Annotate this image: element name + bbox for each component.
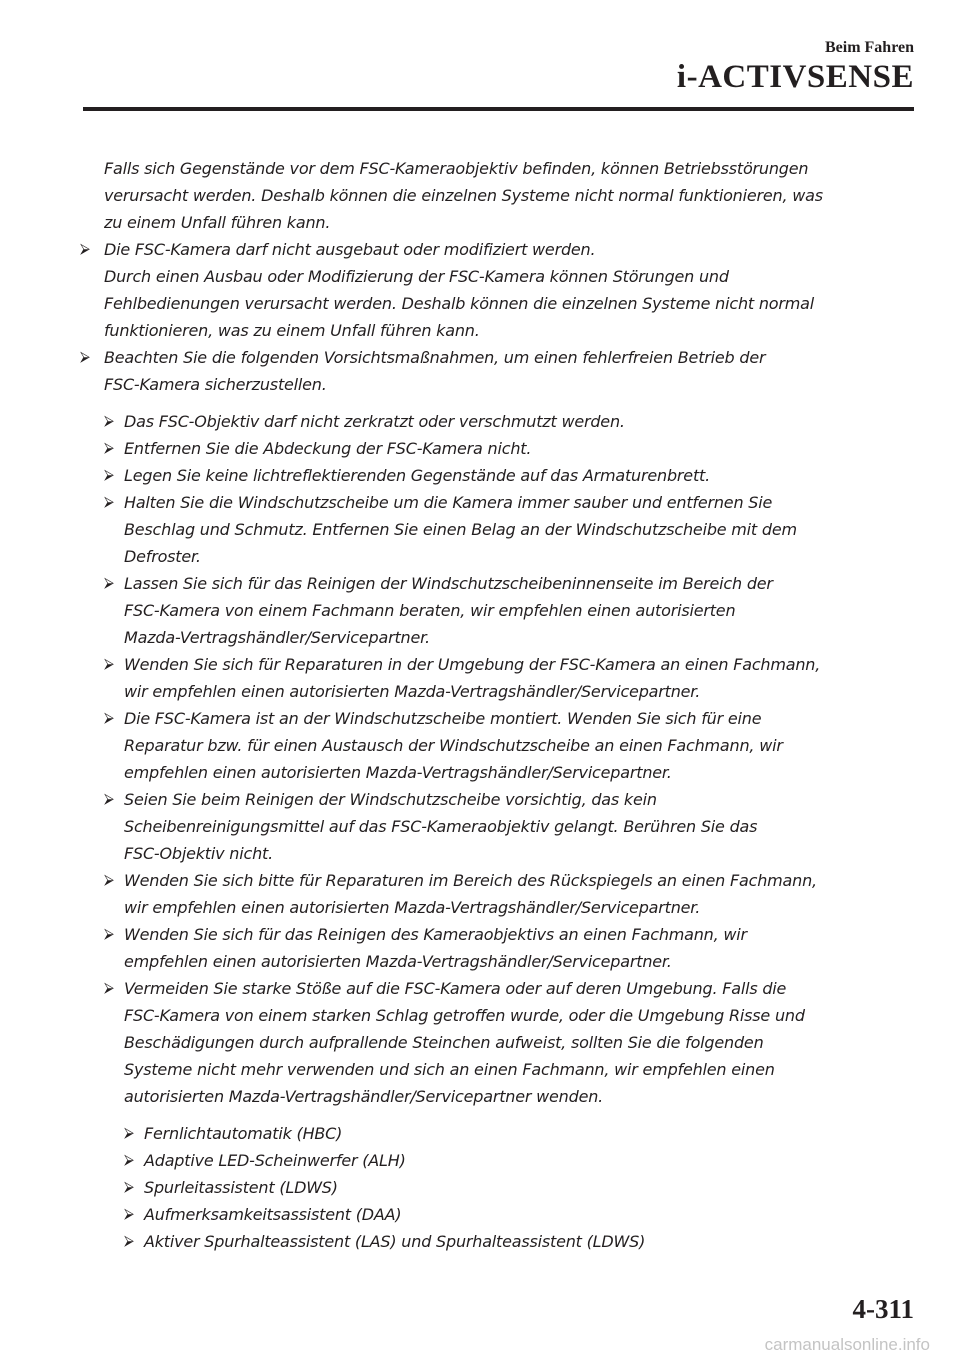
text-line: Aktiver Spurhalteassistent (LAS) und Spurhalteassistent (LDWS) [144, 1232, 646, 1251]
text-line: Die FSC-Kamera darf nicht ausgebaut oder modifiziert werden. [104, 240, 596, 259]
text-line: Seien Sie beim Reinigen der Windschutzscheibe vorsichtig, das kein [124, 790, 657, 809]
text-line: empfehlen einen autorisierten Mazda-Vertragshändler/Servicepartner. [124, 952, 672, 971]
arrow-bullet-icon: ⮚ [104, 926, 114, 942]
arrow-bullet-icon: ⮚ [124, 1152, 134, 1168]
intro-paragraph [76, 155, 916, 236]
text-line: FSC-Objektiv nicht. [124, 844, 273, 863]
text-line: Wenden Sie sich für Reparaturen in der Umgebung der FSC-Kamera an einen Fachmann, [124, 655, 821, 674]
text-line: verursacht werden. Deshalb können die einzelnen Systeme nicht normal funktionieren, was [104, 186, 823, 205]
text-line: Mazda-Vertragshändler/Servicepartner. [124, 628, 430, 647]
text-line: Fernlichtautomatik (HBC) [144, 1124, 343, 1143]
text-line: Fehlbedienungen verursacht werden. Deshalb können die einzelnen Systeme nicht normal [104, 294, 815, 313]
system-list-item [76, 1201, 916, 1228]
arrow-bullet-icon: ⮚ [104, 413, 114, 429]
text-line: Beschädigungen durch aufprallende Steinchen aufweist, sollten Sie die folgenden [124, 1033, 764, 1052]
text-line: Entfernen Sie die Abdeckung der FSC-Kamera nicht. [124, 439, 532, 458]
arrow-bullet-icon: ⮚ [104, 710, 114, 726]
arrow-bullet-icon: ⮚ [104, 440, 114, 456]
text-line: wir empfehlen einen autorisierten Mazda-Vertragshändler/Servicepartner. [124, 898, 701, 917]
text-line: Systeme nicht mehr verwenden und sich an einen Fachmann, wir empfehlen einen [124, 1060, 775, 1079]
text-line: Das FSC-Objektiv darf nicht zerkratzt oder verschmutzt werden. [124, 412, 625, 431]
text-line: Aufmerksamkeitsassistent (DAA) [144, 1205, 402, 1224]
text-line: Beschlag und Schmutz. Entfernen Sie einen Belag an der Windschutzscheibe mit dem [124, 520, 797, 539]
page-number: 4-311 [852, 1294, 914, 1324]
header-rule [83, 107, 914, 111]
text-line: Die FSC-Kamera ist an der Windschutzscheibe montiert. Wenden Sie sich für eine [124, 709, 762, 728]
arrow-bullet-icon: ⮚ [124, 1179, 134, 1195]
text-line: Falls sich Gegenstände vor dem FSC-Kameraobjektiv befinden, können Betriebsstörungen [104, 159, 809, 178]
text-line: empfehlen einen autorisierten Mazda-Vertragshändler/Servicepartner. [124, 763, 672, 782]
text-line: wir empfehlen einen autorisierten Mazda-Vertragshändler/Servicepartner. [124, 682, 701, 701]
text-line: Wenden Sie sich für das Reinigen des Kameraobjektivs an einen Fachmann, wir [124, 925, 747, 944]
text-line: Durch einen Ausbau oder Modifizierung der FSC-Kamera können Störungen und [104, 267, 729, 286]
arrow-bullet-icon: ⮚ [104, 575, 114, 591]
sub-list-item [76, 570, 916, 651]
text-line: Legen Sie keine lichtreflektierenden Gegenstände auf das Armaturenbrett. [124, 466, 710, 485]
text-line: Scheibenreinigungsmittel auf das FSC-Kameraobjektiv gelangt. Berühren Sie das [124, 817, 758, 836]
chapter-title: i-ACTIVSENSE [676, 59, 914, 95]
page-header [677, 38, 914, 96]
arrow-bullet-icon: ⮚ [80, 349, 90, 365]
text-line: funktionieren, was zu einem Unfall führen kann. [104, 321, 480, 340]
text-line: Adaptive LED-Scheinwerfer (ALH) [144, 1151, 406, 1170]
sub-list-item [76, 462, 916, 489]
sub-list-item [76, 786, 916, 867]
text-line: FSC-Kamera von einem starken Schlag getroffen wurde, oder die Umgebung Risse und [124, 1006, 805, 1025]
text-line: Reparatur bzw. für einen Austausch der Windschutzscheibe an einen Fachmann, wir [124, 736, 783, 755]
text-line: Beachten Sie die folgenden Vorsichtsmaßnahmen, um einen fehlerfreien Betrieb der [104, 348, 766, 367]
arrow-bullet-icon: ⮚ [104, 980, 114, 996]
system-list-item [76, 1174, 916, 1201]
arrow-bullet-icon: ⮚ [124, 1233, 134, 1249]
list-item [76, 344, 916, 398]
sub-list-item [76, 651, 916, 705]
sub-list-item [76, 867, 916, 921]
sub-list-item [76, 975, 916, 1110]
sub-list-item [76, 489, 916, 570]
text-line: zu einem Unfall führen kann. [104, 213, 331, 232]
text-line: Defroster. [124, 547, 201, 566]
sub-list-item [76, 408, 916, 435]
list-item [76, 236, 916, 344]
arrow-bullet-icon: ⮚ [104, 872, 114, 888]
watermark: carmanualsonline.info [764, 1335, 930, 1354]
arrow-bullet-icon: ⮚ [104, 467, 114, 483]
text-line: Wenden Sie sich bitte für Reparaturen im Bereich des Rückspiegels an einen Fachmann, [124, 871, 817, 890]
arrow-bullet-icon: ⮚ [104, 494, 114, 510]
system-list-item [76, 1228, 916, 1255]
system-list-item [76, 1120, 916, 1147]
sub-list-item [76, 921, 916, 975]
warning-content [76, 155, 916, 1255]
section-label: Beim Fahren [824, 39, 914, 56]
arrow-bullet-icon: ⮚ [80, 241, 90, 257]
sub-list-item [76, 705, 916, 786]
text-line: Halten Sie die Windschutzscheibe um die Kamera immer sauber und entfernen Sie [124, 493, 773, 512]
arrow-bullet-icon: ⮚ [104, 791, 114, 807]
system-list-item [76, 1147, 916, 1174]
arrow-bullet-icon: ⮚ [124, 1206, 134, 1222]
arrow-bullet-icon: ⮚ [124, 1125, 134, 1141]
text-line: FSC-Kamera von einem Fachmann beraten, wir empfehlen einen autorisierten [124, 601, 736, 620]
sub-list-item [76, 435, 916, 462]
text-line: Vermeiden Sie starke Stöße auf die FSC-Kamera oder auf deren Umgebung. Falls die [124, 979, 787, 998]
text-line: FSC-Kamera sicherzustellen. [104, 375, 327, 394]
text-line: autorisierten Mazda-Vertragshändler/Servicepartner wenden. [124, 1087, 604, 1106]
text-line: Spurleitassistent (LDWS) [144, 1178, 338, 1197]
text-line: Lassen Sie sich für das Reinigen der Windschutzscheibeninnenseite im Bereich der [124, 574, 773, 593]
arrow-bullet-icon: ⮚ [104, 656, 114, 672]
